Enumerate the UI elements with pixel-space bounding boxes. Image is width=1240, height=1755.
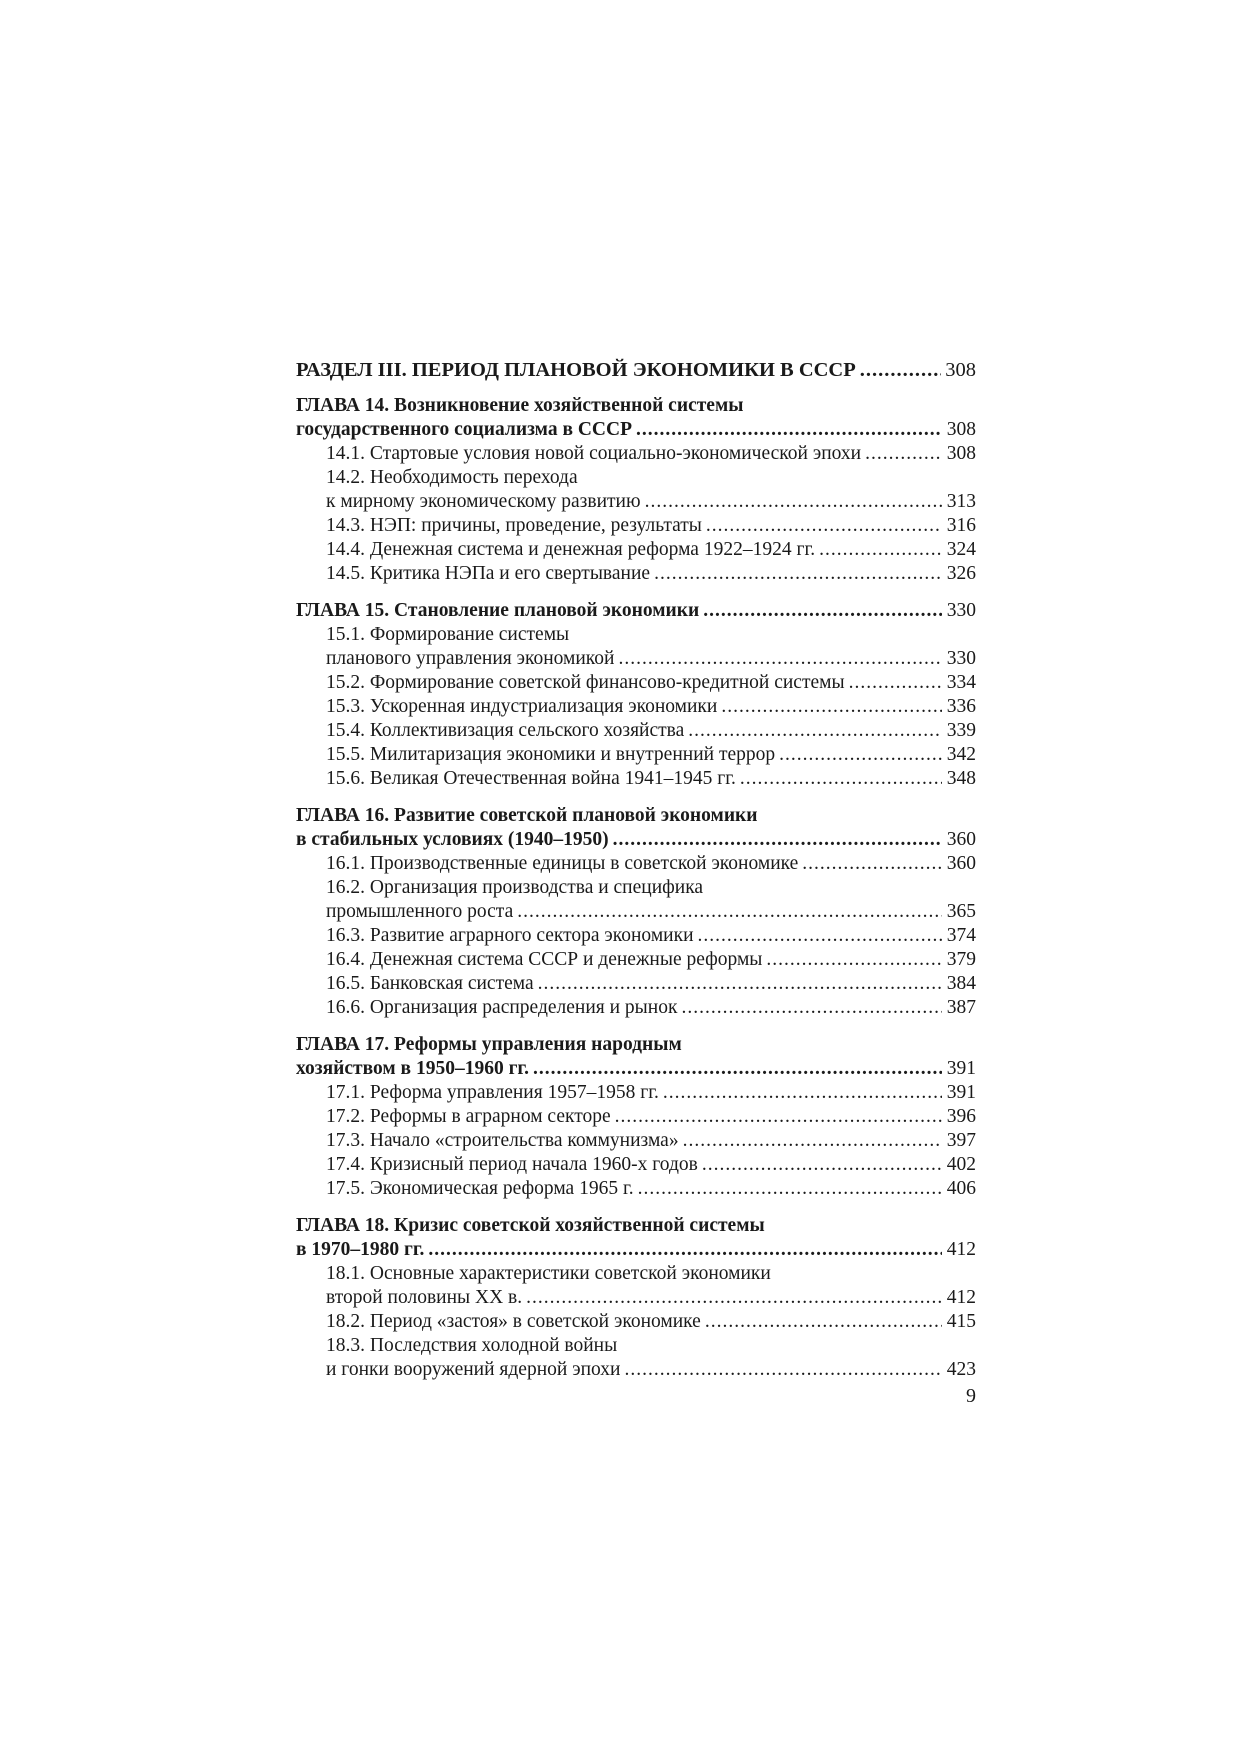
toc-entry: [296, 1262, 976, 1286]
leader-dots: [526, 1286, 942, 1310]
toc-chapter-18: [296, 1214, 976, 1382]
entry-title: к мирному экономическому развитию: [326, 491, 641, 512]
leader-dots: [654, 562, 942, 586]
page-ref: 379: [946, 949, 976, 970]
chapter-title: в 1970–1980 гг.: [296, 1239, 425, 1260]
page-ref: 391: [946, 1058, 976, 1079]
page-ref: 336: [946, 696, 976, 717]
page-ref: 387: [946, 997, 976, 1018]
toc-entry: [296, 852, 976, 876]
leader-dots: [645, 490, 942, 514]
toc-chapter-14: [296, 394, 976, 586]
leader-dots: [698, 924, 942, 948]
toc-entry: [296, 647, 976, 671]
toc-entry: [296, 1286, 976, 1310]
spacer: [296, 382, 976, 394]
page-ref: 330: [946, 648, 976, 669]
page-ref: 339: [946, 720, 976, 741]
chapter-title: ГЛАВА 14. Возникновение хозяйственной системы: [296, 395, 744, 416]
entry-title: 16.3. Развитие аграрного сектора экономики: [326, 925, 694, 946]
toc-entry: [296, 719, 976, 743]
leader-dots: [779, 743, 942, 767]
toc-entry: [296, 1334, 976, 1358]
leader-dots: [703, 599, 942, 623]
leader-dots: [860, 358, 941, 382]
entry-title: планового управления экономикой: [326, 648, 615, 669]
toc-section-heading: [296, 358, 976, 382]
entry-title: 16.5. Банковская система: [326, 973, 534, 994]
entry-title: 17.5. Экономическая реформа 1965 г.: [326, 1178, 634, 1199]
entry-title: и гонки вооружений ядерной эпохи: [326, 1359, 621, 1380]
chapter-title-line: [296, 1214, 976, 1238]
entry-title: 15.5. Милитаризация экономики и внутренний террор: [326, 744, 776, 765]
page-ref: 397: [946, 1130, 976, 1151]
toc-chapter-16: [296, 804, 976, 1020]
page-ref: 406: [946, 1178, 976, 1199]
entry-title: 14.5. Критика НЭПа и его свертывание: [326, 563, 651, 584]
leader-dots: [802, 852, 942, 876]
toc-entry: [296, 490, 976, 514]
page-ref: 348: [946, 768, 976, 789]
entry-title: 16.6. Организация распределения и рынок: [326, 997, 678, 1018]
leader-dots: [663, 1081, 942, 1105]
toc-entry: [296, 1129, 976, 1153]
toc-entry: [296, 538, 976, 562]
entry-title: 15.1. Формирование системы: [326, 624, 570, 645]
entry-title: 17.2. Реформы в аграрном секторе: [326, 1106, 611, 1127]
chapter-title: ГЛАВА 17. Реформы управления народным: [296, 1034, 682, 1055]
leader-dots: [702, 1153, 942, 1177]
page-ref: 308: [945, 359, 976, 381]
toc-entry: [296, 1153, 976, 1177]
chapter-title: ГЛАВА 15. Становление плановой экономики: [296, 600, 700, 621]
leader-dots: [681, 996, 942, 1020]
toc-chapter-15: [296, 599, 976, 791]
toc-entry: [296, 876, 976, 900]
leader-dots: [721, 695, 942, 719]
page-ref: 365: [946, 901, 976, 922]
entry-title: 14.4. Денежная система и денежная реформа 1922–1924 гг.: [326, 539, 816, 560]
entry-title: 14.2. Необходимость перехода: [326, 467, 578, 488]
page-ref: 412: [946, 1287, 976, 1308]
page-ref: 415: [946, 1311, 976, 1332]
toc-entry: [296, 671, 976, 695]
chapter-title: в стабильных условиях (1940–1950): [296, 829, 609, 850]
chapter-title: ГЛАВА 18. Кризис советской хозяйственной системы: [296, 1215, 765, 1236]
leader-dots: [615, 1105, 942, 1129]
entry-title: второй половины XX в.: [326, 1287, 523, 1308]
leader-dots: [613, 828, 942, 852]
page-ref: 360: [946, 829, 976, 850]
table-of-contents: [296, 358, 976, 1382]
chapter-title-line: [296, 828, 976, 852]
chapter-title-line: [296, 804, 976, 828]
toc-entry: [296, 948, 976, 972]
page-ref: 308: [946, 419, 976, 440]
page-ref: 412: [946, 1239, 976, 1260]
entry-title: 15.6. Великая Отечественная война 1941–1945 гг.: [326, 768, 736, 789]
spacer: [296, 586, 976, 599]
page-ref: 360: [946, 853, 976, 874]
section-title: РАЗДЕЛ III. ПЕРИОД ПЛАНОВОЙ ЭКОНОМИКИ В СССР: [296, 359, 856, 381]
toc-entry: [296, 996, 976, 1020]
chapter-title-line: [296, 418, 976, 442]
toc-entry: [296, 1310, 976, 1334]
leader-dots: [706, 514, 942, 538]
page-number: 9: [966, 1385, 976, 1407]
page-ref: 402: [946, 1154, 976, 1175]
entry-title: 15.2. Формирование советской финансово-кредитной системы: [326, 672, 845, 693]
leader-dots: [865, 442, 942, 466]
toc-entry: [296, 514, 976, 538]
chapter-title: хозяйством в 1950–1960 гг.: [296, 1058, 529, 1079]
chapter-title-line: [296, 1057, 976, 1081]
entry-title: промышленного роста: [326, 901, 514, 922]
toc-entry: [296, 1358, 976, 1382]
leader-dots: [538, 972, 942, 996]
entry-title: 15.3. Ускоренная индустриализация экономики: [326, 696, 718, 717]
entry-title: 18.1. Основные характеристики советской экономики: [326, 1263, 771, 1284]
leader-dots: [638, 1177, 942, 1201]
toc-entry: [296, 695, 976, 719]
leader-dots: [688, 719, 942, 743]
page-ref: 326: [946, 563, 976, 584]
chapter-title-line: [296, 599, 976, 623]
toc-entry: [296, 466, 976, 490]
toc-entry: [296, 900, 976, 924]
entry-title: 17.4. Кризисный период начала 1960-х годов: [326, 1154, 698, 1175]
toc-entry: [296, 1081, 976, 1105]
entry-title: 18.2. Период «застоя» в советской экономике: [326, 1311, 701, 1332]
entry-title: 17.1. Реформа управления 1957–1958 гг.: [326, 1082, 659, 1103]
toc-entry: [296, 743, 976, 767]
page-ref: 396: [946, 1106, 976, 1127]
entry-title: 18.3. Последствия холодной войны: [326, 1335, 618, 1356]
page-ref: 313: [946, 491, 976, 512]
leader-dots: [766, 948, 942, 972]
page-ref: 324: [946, 539, 976, 560]
leader-dots: [819, 538, 942, 562]
page-ref: 423: [946, 1359, 976, 1380]
entry-title: 16.2. Организация производства и специфика: [326, 877, 704, 898]
page-ref: 334: [946, 672, 976, 693]
chapter-title: государственного социализма в СССР: [296, 419, 633, 440]
toc-chapter-17: [296, 1033, 976, 1201]
leader-dots: [740, 767, 942, 791]
chapter-title: ГЛАВА 16. Развитие советской плановой экономики: [296, 805, 758, 826]
page-ref: 391: [946, 1082, 976, 1103]
chapter-title-line: [296, 1033, 976, 1057]
toc-entry: [296, 442, 976, 466]
toc-entry: [296, 924, 976, 948]
page-ref: 374: [946, 925, 976, 946]
page-ref: 316: [946, 515, 976, 536]
spacer: [296, 1201, 976, 1214]
leader-dots: [636, 418, 942, 442]
leader-dots: [683, 1129, 942, 1153]
page-ref: 308: [946, 443, 976, 464]
leader-dots: [705, 1310, 942, 1334]
leader-dots: [533, 1057, 942, 1081]
leader-dots: [624, 1358, 942, 1382]
entry-title: 14.3. НЭП: причины, проведение, результаты: [326, 515, 702, 536]
spacer: [296, 1020, 976, 1033]
toc-entry: [296, 767, 976, 791]
chapter-title-line: [296, 394, 976, 418]
entry-title: 17.3. Начало «строительства коммунизма»: [326, 1130, 679, 1151]
toc-entry: [296, 562, 976, 586]
leader-dots: [849, 671, 942, 695]
toc-entry: [296, 972, 976, 996]
entry-title: 16.1. Производственные единицы в советской экономике: [326, 853, 799, 874]
leader-dots: [618, 647, 942, 671]
toc-entry: [296, 1105, 976, 1129]
page-ref: 330: [946, 600, 976, 621]
entry-title: 14.1. Стартовые условия новой социально-экономической эпохи: [326, 443, 862, 464]
toc-entry: [296, 623, 976, 647]
page-ref: 342: [946, 744, 976, 765]
entry-title: 16.4. Денежная система СССР и денежные реформы: [326, 949, 763, 970]
toc-entry: [296, 1177, 976, 1201]
chapter-title-line: [296, 1238, 976, 1262]
leader-dots: [428, 1238, 942, 1262]
entry-title: 15.4. Коллективизация сельского хозяйства: [326, 720, 685, 741]
page-ref: 384: [946, 973, 976, 994]
spacer: [296, 791, 976, 804]
leader-dots: [517, 900, 942, 924]
